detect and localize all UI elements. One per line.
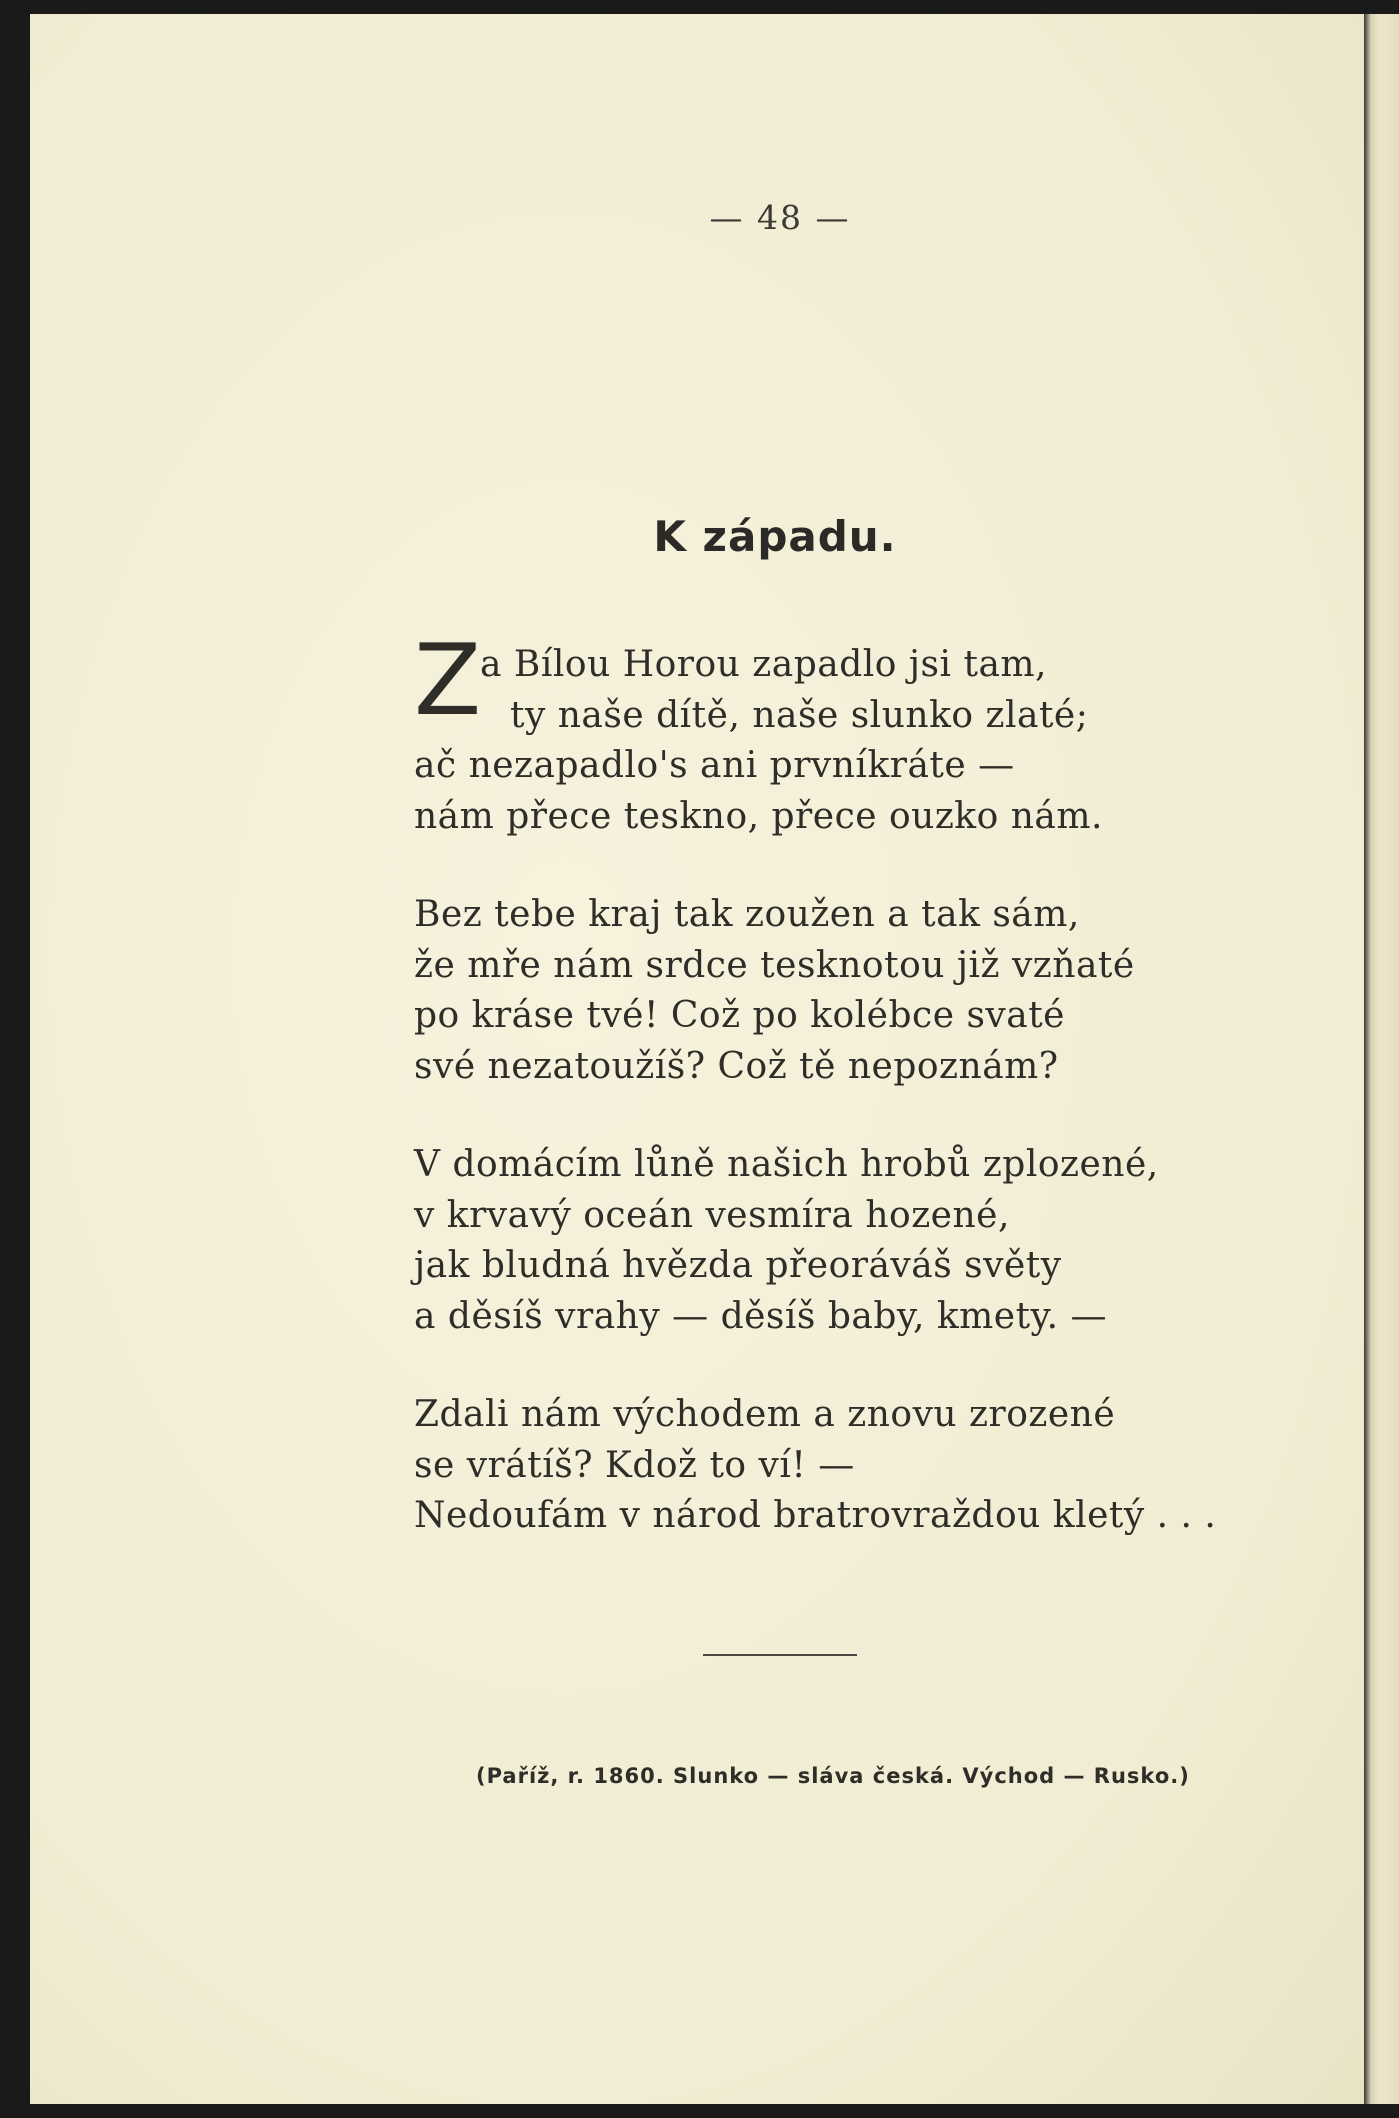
verse-line: ty naše dítě, naše slunko zlaté; [510, 694, 1089, 736]
stanza-4 [414, 1390, 1216, 1542]
page-number: — 48 — [709, 198, 851, 237]
footnote: (Paříž, r. 1860. Slunko — sláva česká. Východ — Rusko.) [476, 1764, 1190, 1788]
verse-line: a Bílou Horou zapadlo jsi tam, [480, 644, 1047, 685]
stanza-1 [414, 640, 1216, 842]
verse-line: nám přece teskno, přece ouzko nám. [414, 795, 1103, 837]
verse-line: a děsíš vrahy — děsíš baby, kmety. — [414, 1295, 1107, 1337]
verse-line: se vrátíš? Kdož to ví! — [414, 1444, 855, 1486]
verse-line: Nedoufám v národ bratrovraždou kletý . . . [414, 1495, 1217, 1536]
page-edge [1364, 14, 1399, 2104]
poem-body [414, 640, 1216, 1590]
verse-line: ač nezapadlo's ani prvníkráte — [414, 745, 1015, 786]
verse-line: po kráse tvé! Což po kolébce svaté [414, 995, 1065, 1036]
verse-line: V domácím lůně našich hrobů zplozené, [414, 1144, 1159, 1185]
verse-line: své nezatoužíš? Což tě nepoznám? [414, 1045, 1059, 1087]
verse-line: v krvavý oceán vesmíra hozené, [414, 1194, 1010, 1236]
verse-line: že mře nám srdce tesknotou již vzňaté [414, 944, 1135, 986]
stanza-3 [414, 1140, 1216, 1342]
stanza-2 [414, 890, 1216, 1092]
verse-line: Bez tebe kraj tak zoužen a tak sám, [414, 894, 1080, 935]
divider-rule [703, 1654, 857, 1656]
verse-line: Zdali nám východem a znovu zrozené [414, 1394, 1116, 1435]
verse-line: jak bludná hvězda přeoráváš světy [414, 1245, 1062, 1286]
drop-cap: Z [414, 624, 482, 738]
poem-title: K západu. [653, 512, 897, 561]
